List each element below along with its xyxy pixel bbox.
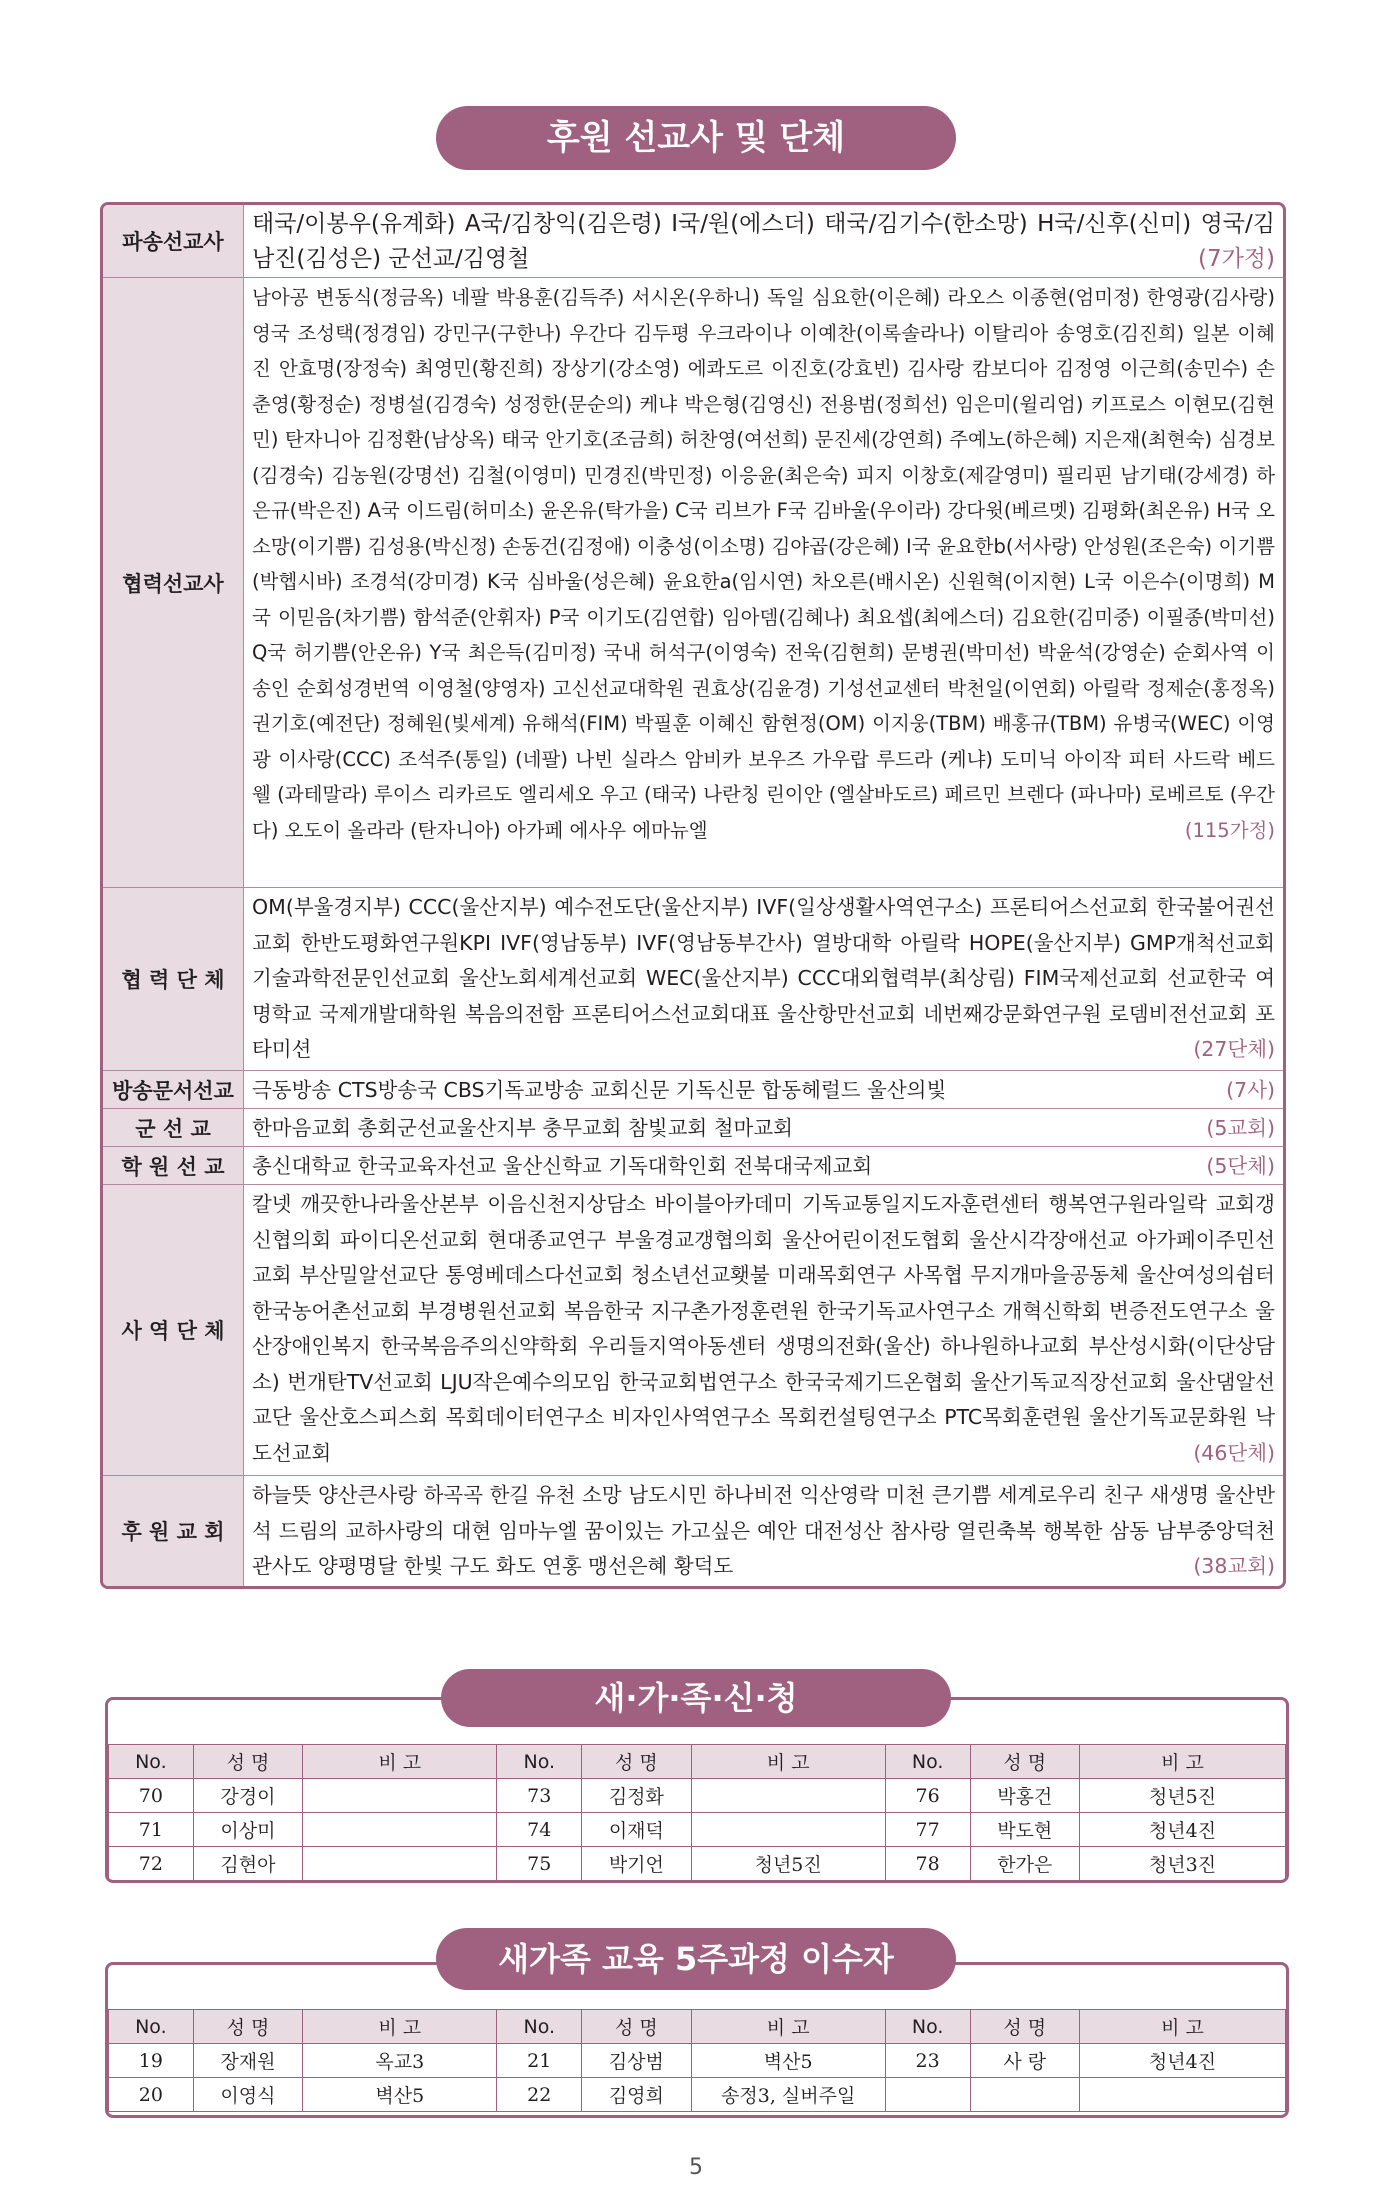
support-count: (115가정) bbox=[1184, 818, 1275, 842]
header-name: 성 명 bbox=[193, 2010, 302, 2044]
header-note: 비 고 bbox=[303, 2010, 497, 2044]
cell: 청년4진 bbox=[1079, 1813, 1285, 1847]
cell: 71 bbox=[109, 1813, 194, 1847]
cell: 이영식 bbox=[193, 2078, 302, 2112]
support-count: (27단체) bbox=[1193, 1037, 1275, 1061]
cell bbox=[885, 2078, 970, 2112]
cell: 벽산5 bbox=[691, 2044, 885, 2078]
support-table bbox=[100, 202, 1286, 1589]
header-name: 성 명 bbox=[970, 1745, 1079, 1779]
cell: 이재덕 bbox=[582, 1813, 691, 1847]
table-row bbox=[109, 2078, 1286, 2112]
support-row-broadcast bbox=[103, 1071, 1283, 1109]
table-row bbox=[109, 1779, 1286, 1813]
header-note: 비 고 bbox=[691, 2010, 885, 2044]
cell: 박홍건 bbox=[970, 1779, 1079, 1813]
header-note: 비 고 bbox=[1079, 2010, 1285, 2044]
cell: 김영희 bbox=[582, 2078, 691, 2112]
cell: 70 bbox=[109, 1779, 194, 1813]
cell: 21 bbox=[497, 2044, 582, 2078]
support-row-ministries bbox=[103, 1185, 1283, 1476]
support-category: 파송선교사 bbox=[103, 205, 244, 277]
support-row-partner-missionaries bbox=[103, 278, 1283, 888]
support-title: 후원 선교사 및 단체 bbox=[436, 106, 956, 170]
header-no: No. bbox=[885, 2010, 970, 2044]
new-family-header-row bbox=[109, 1745, 1286, 1779]
cell: 청년5진 bbox=[691, 1847, 885, 1881]
cell bbox=[970, 2078, 1079, 2112]
header-no: No. bbox=[885, 1745, 970, 1779]
support-category: 협력선교사 bbox=[103, 278, 244, 887]
cell: 옥교3 bbox=[303, 2044, 497, 2078]
cell: 20 bbox=[109, 2078, 194, 2112]
support-entries: OM(부울경지부) CCC(울산지부) 예수전도단(울산지부) IVF(일상생활사역연구소) 프론티어스선교회 한국불어권선교회 한반도평화연구원KPI IVF(영남동부) IVF(영남동부간사) 열방대학 아릴락 HOPE(울산지부) GMP개척선교회 기술과학전문인선교회 울산노회세계선교회 WEC(울산지부) CCC대외협력부(최상림) FIM국제선교회 선교한국 여명학교 국제개발대학원 복음의전함 프론티어스선교회대표 울산항만선교회 네번째강문화연구원 로뎀비전선교회 포타미션 (27단체) bbox=[244, 888, 1283, 1070]
cell bbox=[1079, 2078, 1285, 2112]
support-row-dispatched bbox=[103, 205, 1283, 278]
header-name: 성 명 bbox=[582, 1745, 691, 1779]
cell: 74 bbox=[497, 1813, 582, 1847]
cell bbox=[691, 1813, 885, 1847]
support-entries: 한마음교회 총회군선교울산지부 충무교회 참빛교회 철마교회 (5교회) bbox=[244, 1109, 1283, 1146]
header-no: No. bbox=[109, 2010, 194, 2044]
cell: 벽산5 bbox=[303, 2078, 497, 2112]
cell: 72 bbox=[109, 1847, 194, 1881]
table-row bbox=[109, 1813, 1286, 1847]
header-name: 성 명 bbox=[582, 2010, 691, 2044]
cell bbox=[691, 1779, 885, 1813]
support-category: 방송문서선교 bbox=[103, 1071, 244, 1108]
support-row-churches bbox=[103, 1476, 1283, 1586]
cell: 75 bbox=[497, 1847, 582, 1881]
page-number: 5 bbox=[689, 2155, 703, 2180]
cell: 장재원 bbox=[193, 2044, 302, 2078]
cell: 19 bbox=[109, 2044, 194, 2078]
support-category: 군 선 교 bbox=[103, 1109, 244, 1146]
cell: 76 bbox=[885, 1779, 970, 1813]
support-count: (5교회) bbox=[1206, 1116, 1275, 1140]
cell: 청년3진 bbox=[1079, 1847, 1285, 1881]
education-title: 새가족 교육 5주과정 이수자 bbox=[436, 1928, 956, 1990]
support-count: (7가정) bbox=[1197, 246, 1275, 272]
cell: 한가은 bbox=[970, 1847, 1079, 1881]
support-count: (38교회) bbox=[1193, 1554, 1275, 1578]
cell: 박기언 bbox=[582, 1847, 691, 1881]
support-entries: 남아공 변동식(정금옥) 네팔 박용훈(김득주) 서시온(우하니) 독일 심요한(이은혜) 라오스 이종현(엄미정) 한영광(김사랑) 영국 조성택(정경임) 강민구(구한나) 우간다 김두평 우크라이나 이예찬(이록솔라나) 이탈리아 송영호(김진희) 일본 이혜진 안효명(장정숙) 최영민(황진희) 장상기(강소영) 에콰도르 이진호(강효빈) 김사랑 캄보디아 김정영 이근희(송민수) 손춘영(황정순) 정병설(김경숙) 성정한(문순의) 케냐 박은형(김영신) 전용범(정희선) 임은미(윌리엄) 키프로스 이현모(김현민) 탄자니아 김정환(남상옥) 태국 안기호(조금희) 허찬영(여선희) 문진세(강연희) 주예노(하은혜) 지은재(최현숙) 심경보(김경숙) 김농원(강명선) 김철(이영미) 민경진(박민정) 이응윤(최은숙) 피지 이창호(제갈영미) 필리핀 남기태(강세경) 하은규(박은진) A국 이드림(허미소) 윤온유(탁가을) C국 리브가 F국 김바울(우이라) 강다윗(베르멧) 김평화(최온유) H국 오소망(이기쁨) 김성용(박신정) 손동건(김정애) 이충성(이소명) 김야곱(강은혜) I국 윤요한b(서사랑) 안성원(조은숙) 이기쁨(박헵시바) 조경석(강미경) K국 심바울(성은혜) 윤요한a(임시연) 차오른(배시온) 신원혁(이지현) L국 이은수(이명희) M국 이믿음(차기쁨) 함석준(안휘자) P국 이기도(김연합) 임아뎀(김혜나) 최요셉(최에스더) 김요한(김미중) 이필종(박미선) Q국 허기쁨(안온유) Y국 최은득(김미정) 국내 허석구(이영숙) 전욱(김현희) 문병권(박미선) 박윤석(강영순) 순회사역 이송인 순회성경번역 이영철(양영자) 고신선교대학원 권효상(김윤경) 기성선교센터 박천일(이연회) 아릴락 정제순(홍정옥) 권기호(예전단) 정혜원(빛세계) 유해석(FIM) 박필훈 이혜신 함현정(OM) 이지웅(TBM) 배홍규(TBM) 유병국(WEC) 이영광 이사랑(CCC) 조석주(통일) (네팔) 나빈 실라스 암비카 보우즈 가우랍 루드라 (케냐) 도미닉 아이작 피터 사드락 베드웰 (과테말라) 루이스 리카르도 엘리세오 우고 (태국) 나란칭 린이안 (엘살바도르) 페르민 브렌다 (파나마) 로베르토 (우간다) 오도이 올라라 (탄자니아) 아가페 에사우 에마뉴엘 (115가정) bbox=[244, 278, 1283, 887]
support-row-partner-orgs bbox=[103, 888, 1283, 1071]
new-family-table bbox=[108, 1744, 1286, 1881]
education-header-row bbox=[109, 2010, 1286, 2044]
support-count: (7사) bbox=[1226, 1078, 1275, 1102]
cell: 73 bbox=[497, 1779, 582, 1813]
support-entries: 태국/이봉우(유계화) A국/김창익(김은령) I국/원(에스더) 태국/김기수(한소망) H국/신후(신미) 영국/김남진(김성은) 군선교/김영철 (7가정) bbox=[244, 205, 1283, 277]
support-entries: 극동방송 CTS방송국 CBS기독교방송 교회신문 기독신문 합동헤럴드 울산의빛 (7사) bbox=[244, 1071, 1283, 1108]
cell: 박도현 bbox=[970, 1813, 1079, 1847]
cell: 23 bbox=[885, 2044, 970, 2078]
support-category: 후 원 교 회 bbox=[103, 1476, 244, 1586]
header-no: No. bbox=[109, 1745, 194, 1779]
cell: 78 bbox=[885, 1847, 970, 1881]
support-row-campus bbox=[103, 1147, 1283, 1185]
header-name: 성 명 bbox=[970, 2010, 1079, 2044]
cell: 강경이 bbox=[193, 1779, 302, 1813]
cell: 22 bbox=[497, 2078, 582, 2112]
support-row-military bbox=[103, 1109, 1283, 1147]
support-category: 학 원 선 교 bbox=[103, 1147, 244, 1184]
cell: 77 bbox=[885, 1813, 970, 1847]
table-row bbox=[109, 2044, 1286, 2078]
support-count: (5단체) bbox=[1206, 1154, 1275, 1178]
header-note: 비 고 bbox=[691, 1745, 885, 1779]
cell: 청년5진 bbox=[1079, 1779, 1285, 1813]
header-note: 비 고 bbox=[303, 1745, 497, 1779]
support-entries: 하늘뜻 양산큰사랑 하곡곡 한길 유천 소망 남도시민 하나비전 익산영락 미천 큰기쁨 세계로우리 친구 새생명 울산반석 드림의 교하사랑의 대현 임마누엘 꿈이있는 가고싶은 예안 대전성산 참사랑 열린축복 행복한 삼동 남부중앙덕천 관사도 양평명달 한빛 구도 화도 연홍 맹선은혜 황덕도 (38교회) bbox=[244, 1476, 1283, 1586]
cell: 김정화 bbox=[582, 1779, 691, 1813]
support-count: (46단체) bbox=[1193, 1440, 1275, 1465]
support-entries: 총신대학교 한국교육자선교 울산신학교 기독대학인회 전북대국제교회 (5단체) bbox=[244, 1147, 1283, 1184]
support-entries: 칼넷 깨끗한나라울산본부 이음신천지상담소 바이블아카데미 기독교통일지도자훈련센터 행복연구원라일락 교회갱신협의회 파이디온선교회 현대종교연구 부울경교갱협의회 울산어린이전도협회 울산시각장애선교 아가페이주민선교회 부산밀알선교단 통영베데스다선교회 청소년선교횃불 미래목회연구 사목협 무지개마을공동체 울산여성의쉼터 한국농어촌선교회 부경병원선교회 복음한국 지구촌가정훈련원 한국기독교사연구소 개혁신학회 변증전도연구소 울산장애인복지 한국복음주의신약학회 우리들지역아동센터 생명의전화(울산) 하나원하나교회 부산성시화(이단상담소) 번개탄TV선교회 LJU작은예수의모임 한국교회법연구소 한국국제기드온협회 울산기독교직장선교회 울산댐알선교단 울산호스피스회 목회데이터연구소 비자인사역연구소 목회컨설팅연구소 PTC목회훈련원 울산기독교문화원 낙도선교회 (46단체) bbox=[244, 1185, 1283, 1475]
header-no: No. bbox=[497, 2010, 582, 2044]
table-row bbox=[109, 1847, 1286, 1881]
support-category: 협 력 단 체 bbox=[103, 888, 244, 1070]
cell bbox=[303, 1847, 497, 1881]
cell: 김현아 bbox=[193, 1847, 302, 1881]
new-family-title: 새·가·족·신·청 bbox=[441, 1669, 951, 1727]
cell: 청년4진 bbox=[1079, 2044, 1285, 2078]
header-name: 성 명 bbox=[193, 1745, 302, 1779]
cell: 이상미 bbox=[193, 1813, 302, 1847]
header-no: No. bbox=[497, 1745, 582, 1779]
cell: 사 랑 bbox=[970, 2044, 1079, 2078]
cell: 김상범 bbox=[582, 2044, 691, 2078]
support-category: 사 역 단 체 bbox=[103, 1185, 244, 1475]
cell bbox=[303, 1779, 497, 1813]
cell: 송정3, 실버주일 bbox=[691, 2078, 885, 2112]
cell bbox=[303, 1813, 497, 1847]
education-table bbox=[108, 2009, 1286, 2112]
header-note: 비 고 bbox=[1079, 1745, 1285, 1779]
